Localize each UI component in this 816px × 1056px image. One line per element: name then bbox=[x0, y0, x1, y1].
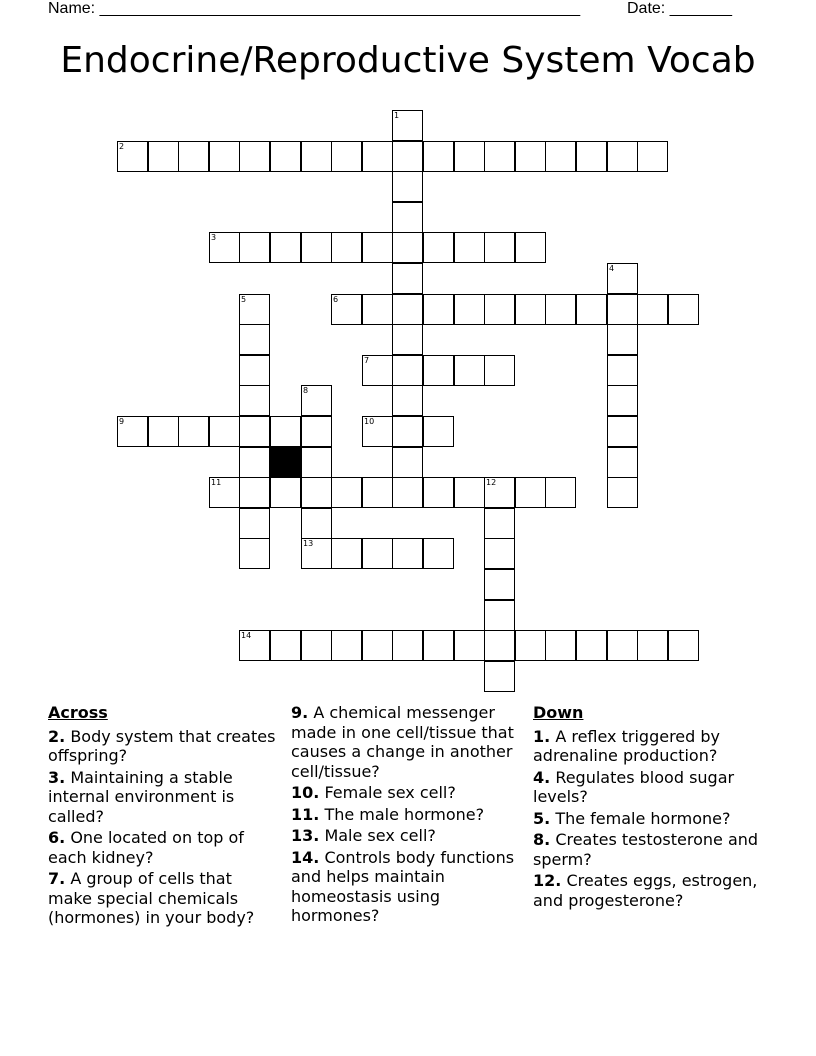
crossword-cell[interactable] bbox=[454, 294, 485, 325]
crossword-cell[interactable] bbox=[392, 385, 423, 416]
clue-text: The male hormone? bbox=[324, 804, 485, 824]
clue-down-1 bbox=[533, 727, 759, 766]
clue-number: 9. bbox=[291, 703, 309, 722]
crossword-block-cell bbox=[270, 447, 301, 478]
clue-number-label: 5 bbox=[241, 295, 247, 304]
crossword-cell[interactable] bbox=[515, 477, 546, 508]
down-heading: Down bbox=[533, 703, 584, 722]
crossword-cell[interactable] bbox=[454, 477, 485, 508]
crossword-cell[interactable] bbox=[515, 294, 546, 325]
crossword-cell[interactable] bbox=[484, 538, 515, 569]
crossword-cell[interactable] bbox=[301, 232, 332, 263]
clue-across-7 bbox=[48, 869, 280, 928]
crossword-cell[interactable] bbox=[239, 141, 270, 172]
crossword-cell[interactable] bbox=[423, 294, 454, 325]
crossword-cell[interactable] bbox=[148, 416, 179, 447]
clue-down-8 bbox=[533, 830, 759, 869]
crossword-cell[interactable] bbox=[209, 232, 240, 263]
crossword-cell[interactable] bbox=[362, 355, 393, 386]
crossword-cell[interactable] bbox=[484, 661, 515, 692]
crossword-cell[interactable] bbox=[607, 416, 638, 447]
crossword-cell[interactable] bbox=[331, 477, 362, 508]
crossword-cell[interactable] bbox=[209, 141, 240, 172]
crossword-cell[interactable] bbox=[545, 477, 576, 508]
clue-text: Maintaining a stable internal environment is called? bbox=[48, 767, 235, 826]
clue-text: Female sex cell? bbox=[324, 783, 456, 802]
crossword-cell[interactable] bbox=[239, 232, 270, 263]
crossword-cell[interactable] bbox=[484, 569, 515, 600]
clue-number-label: 7 bbox=[364, 356, 370, 365]
clue-text: A reflex triggered by adrenaline production? bbox=[533, 726, 720, 765]
clue-number-label: 10 bbox=[364, 417, 375, 426]
crossword-cell[interactable] bbox=[637, 294, 668, 325]
clue-number: 6. bbox=[48, 828, 66, 847]
clue-text: Regulates blood sugar levels? bbox=[533, 767, 735, 806]
clue-across-13 bbox=[291, 826, 517, 846]
crossword-cell[interactable] bbox=[607, 324, 638, 355]
crossword-cell[interactable] bbox=[607, 385, 638, 416]
crossword-cell[interactable] bbox=[454, 630, 485, 661]
crossword-cell[interactable] bbox=[331, 538, 362, 569]
page-title: Endocrine/Reproductive System Vocab bbox=[60, 40, 756, 81]
clue-number-label: 2 bbox=[119, 142, 125, 151]
crossword-cell[interactable] bbox=[270, 630, 301, 661]
clue-number: 12. bbox=[533, 871, 562, 890]
clue-across-2 bbox=[48, 727, 280, 766]
crossword-cell[interactable] bbox=[301, 477, 332, 508]
clue-text: Creates eggs, estrogen, and progesterone? bbox=[533, 871, 758, 910]
crossword-cell[interactable] bbox=[607, 355, 638, 386]
crossword-cell[interactable] bbox=[637, 141, 668, 172]
crossword-cell[interactable] bbox=[576, 630, 607, 661]
crossword-cell[interactable] bbox=[392, 630, 423, 661]
crossword-cell[interactable] bbox=[392, 538, 423, 569]
crossword-cell[interactable] bbox=[301, 630, 332, 661]
clue-across-10 bbox=[291, 783, 517, 803]
crossword-cell[interactable] bbox=[484, 477, 515, 508]
crossword-cell[interactable] bbox=[423, 630, 454, 661]
crossword-cell[interactable] bbox=[392, 110, 423, 141]
clue-down-4 bbox=[533, 768, 759, 807]
crossword-cell[interactable] bbox=[576, 294, 607, 325]
clue-number: 1. bbox=[533, 726, 551, 746]
clue-text: A chemical messenger made in one cell/tissue that causes a change in another cell/tissue? bbox=[291, 703, 514, 781]
crossword-cell[interactable] bbox=[423, 232, 454, 263]
crossword-cell[interactable] bbox=[239, 294, 270, 325]
crossword-cell[interactable] bbox=[545, 294, 576, 325]
crossword-cell[interactable] bbox=[362, 538, 393, 569]
crossword-cell[interactable] bbox=[331, 294, 362, 325]
crossword-cell[interactable] bbox=[668, 630, 699, 661]
crossword-cell[interactable] bbox=[392, 141, 423, 172]
crossword-cell[interactable] bbox=[392, 202, 423, 233]
crossword-cell[interactable] bbox=[637, 630, 668, 661]
crossword-cell[interactable] bbox=[209, 416, 240, 447]
clue-down-5 bbox=[533, 809, 759, 829]
crossword-cell[interactable] bbox=[454, 232, 485, 263]
crossword-cell[interactable] bbox=[239, 355, 270, 386]
crossword-cell[interactable] bbox=[607, 294, 638, 325]
crossword-cell[interactable] bbox=[454, 355, 485, 386]
crossword-cell[interactable] bbox=[607, 263, 638, 294]
clue-number: 8. bbox=[533, 830, 551, 849]
clue-text: Controls body functions and helps maintain homeostasis using hormones? bbox=[291, 847, 515, 925]
crossword-cell[interactable] bbox=[423, 538, 454, 569]
crossword-cell[interactable] bbox=[301, 447, 332, 478]
clue-number: 13. bbox=[291, 826, 320, 845]
crossword-cell[interactable] bbox=[392, 263, 423, 294]
clues-column-3 bbox=[533, 703, 759, 912]
crossword-cell[interactable] bbox=[423, 355, 454, 386]
clue-number: 14. bbox=[291, 847, 320, 867]
clue-across-3 bbox=[48, 768, 280, 827]
name-field[interactable]: Name: ______________________________________________________ bbox=[48, 0, 581, 17]
clue-number-label: 1 bbox=[394, 111, 400, 120]
crossword-cell[interactable] bbox=[392, 171, 423, 202]
crossword-cell[interactable] bbox=[362, 477, 393, 508]
crossword-cell[interactable] bbox=[392, 324, 423, 355]
clue-across-14 bbox=[291, 848, 517, 926]
crossword-cell[interactable] bbox=[331, 232, 362, 263]
crossword-cell[interactable] bbox=[484, 630, 515, 661]
crossword-cell[interactable] bbox=[668, 294, 699, 325]
crossword-cell[interactable] bbox=[117, 141, 148, 172]
clue-number: 2. bbox=[48, 726, 66, 746]
clue-number-label: 9 bbox=[119, 417, 125, 426]
crossword-cell[interactable] bbox=[484, 141, 515, 172]
crossword-cell[interactable] bbox=[392, 355, 423, 386]
crossword-cell[interactable] bbox=[331, 630, 362, 661]
crossword-cell[interactable] bbox=[423, 416, 454, 447]
clue-number-label: 12 bbox=[486, 478, 497, 487]
clue-number-label: 8 bbox=[303, 386, 309, 395]
crossword-cell[interactable] bbox=[270, 477, 301, 508]
clue-across-11 bbox=[291, 805, 517, 825]
crossword-cell[interactable] bbox=[362, 630, 393, 661]
clue-number-label: 3 bbox=[211, 233, 217, 242]
clue-number-label: 11 bbox=[211, 478, 222, 487]
clue-text: Body system that creates offspring? bbox=[48, 726, 276, 765]
crossword-cell[interactable] bbox=[576, 141, 607, 172]
crossword-cell[interactable] bbox=[239, 630, 270, 661]
crossword-cell[interactable] bbox=[301, 508, 332, 539]
crossword-cell[interactable] bbox=[607, 477, 638, 508]
crossword-cell[interactable] bbox=[270, 232, 301, 263]
crossword-cell[interactable] bbox=[178, 416, 209, 447]
crossword-cell[interactable] bbox=[239, 416, 270, 447]
crossword-cell[interactable] bbox=[484, 294, 515, 325]
crossword-cell[interactable] bbox=[239, 447, 270, 478]
crossword-cell[interactable] bbox=[484, 232, 515, 263]
across-heading: Across bbox=[48, 703, 108, 722]
crossword-cell[interactable] bbox=[392, 416, 423, 447]
crossword-cell[interactable] bbox=[301, 385, 332, 416]
crossword-cell[interactable] bbox=[148, 141, 179, 172]
clue-number-label: 4 bbox=[609, 264, 615, 273]
crossword-cell[interactable] bbox=[362, 416, 393, 447]
crossword-cell[interactable] bbox=[178, 141, 209, 172]
clue-number: 10. bbox=[291, 783, 320, 802]
crossword-cell[interactable] bbox=[362, 141, 393, 172]
date-field[interactable]: Date: _______ bbox=[627, 0, 732, 17]
crossword-cell[interactable] bbox=[607, 447, 638, 478]
crossword-cell[interactable] bbox=[484, 508, 515, 539]
crossword-cell[interactable] bbox=[331, 141, 362, 172]
clues-column-2 bbox=[291, 703, 517, 928]
clue-text: A group of cells that make special chemicals (hormones) in your body? bbox=[48, 869, 255, 927]
clue-number-label: 13 bbox=[303, 539, 314, 548]
clue-number-label: 14 bbox=[241, 631, 252, 640]
crossword-cell[interactable] bbox=[362, 294, 393, 325]
crossword-cell[interactable] bbox=[362, 232, 393, 263]
crossword-cell[interactable] bbox=[515, 630, 546, 661]
crossword-cell[interactable] bbox=[392, 447, 423, 478]
crossword-cell[interactable] bbox=[545, 141, 576, 172]
clue-number: 4. bbox=[533, 767, 551, 787]
crossword-cell[interactable] bbox=[270, 141, 301, 172]
clue-number: 5. bbox=[533, 808, 551, 828]
clue-number: 3. bbox=[48, 767, 66, 787]
crossword-cell[interactable] bbox=[515, 141, 546, 172]
clue-number: 11. bbox=[291, 804, 320, 824]
crossword-cell[interactable] bbox=[392, 294, 423, 325]
clue-number-label: 6 bbox=[333, 295, 339, 304]
crossword-cell[interactable] bbox=[117, 416, 148, 447]
crossword-cell[interactable] bbox=[607, 630, 638, 661]
crossword-cell[interactable] bbox=[484, 355, 515, 386]
crossword-cell[interactable] bbox=[209, 477, 240, 508]
crossword-cell[interactable] bbox=[239, 508, 270, 539]
clue-across-6 bbox=[48, 828, 280, 867]
clue-text: Creates testosterone and sperm? bbox=[533, 830, 759, 869]
crossword-cell[interactable] bbox=[239, 385, 270, 416]
crossword-cell[interactable] bbox=[423, 477, 454, 508]
crossword-cell[interactable] bbox=[301, 538, 332, 569]
clue-text: The female hormone? bbox=[555, 808, 731, 828]
clue-number: 7. bbox=[48, 869, 66, 888]
clue-across-9 bbox=[291, 703, 517, 781]
crossword-cell[interactable] bbox=[301, 416, 332, 447]
clue-text: Male sex cell? bbox=[324, 826, 436, 845]
crossword-cell[interactable] bbox=[607, 141, 638, 172]
crossword-cell[interactable] bbox=[239, 477, 270, 508]
clue-down-12 bbox=[533, 871, 759, 910]
crossword-cell[interactable] bbox=[423, 141, 454, 172]
crossword-cell[interactable] bbox=[301, 141, 332, 172]
crossword-cell[interactable] bbox=[545, 630, 576, 661]
clues-column-1 bbox=[48, 703, 280, 930]
crossword-cell[interactable] bbox=[454, 141, 485, 172]
crossword-cell[interactable] bbox=[515, 232, 546, 263]
crossword-cell[interactable] bbox=[239, 324, 270, 355]
crossword-cell[interactable] bbox=[270, 416, 301, 447]
crossword-cell[interactable] bbox=[484, 600, 515, 631]
clue-text: One located on top of each kidney? bbox=[48, 828, 244, 867]
crossword-cell[interactable] bbox=[392, 477, 423, 508]
crossword-cell[interactable] bbox=[392, 232, 423, 263]
crossword-cell[interactable] bbox=[239, 538, 270, 569]
